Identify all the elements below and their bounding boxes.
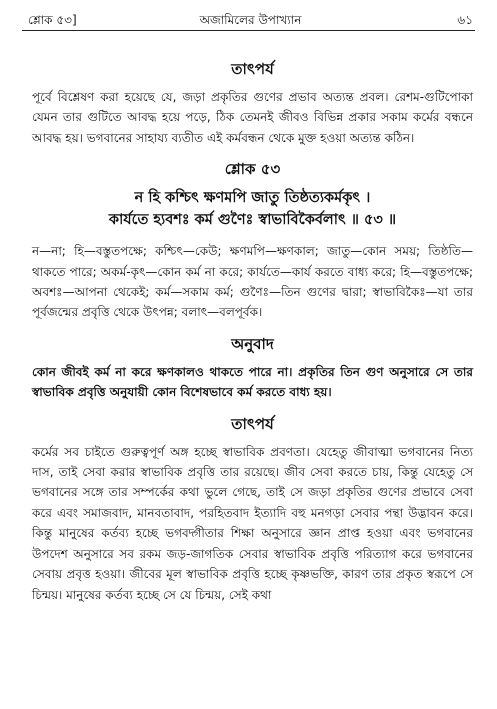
purport-paragraph: পূর্বে বিশ্লেষণ করা হয়েছে যে, জড়া প্রকৃতির গুণের প্রভাব অত্যন্ত প্রবল। রেশম-গুটিপোকা যেমন তার গুটিতে আবদ্ধ হয়ে পড়ে, ঠিক তেমনই জীবও বিভিন্ন প্রকার সকাম কর্মের বন্ধনে আবদ্ধ হয়। ভগবানের সাহায্য ব্যতীত এই কর্মবন্ধন থেকে মুক্ত হওয়া অত্যন্ত কঠিন। (32, 90, 473, 145)
page-number: ৬১ (457, 13, 473, 27)
verse-heading: শ্লোক ৫৩ (224, 160, 281, 179)
verse-line-2: কার্যতে হ্যবশঃ কর্ম গুণৈঃ স্বাভাবিকৈর্বলাৎ ॥ ৫৩ ॥ (108, 212, 397, 229)
verse-line-1: ন হি কশ্চিৎ ক্ষণমপি জাতু তিষ্ঠত্যকর্মকৃৎ । (134, 190, 371, 207)
running-header (28, 8, 473, 30)
header-chapter-title: অজামিলের উপাখ্যান (199, 13, 302, 27)
translation-heading: অনুবাদ (231, 334, 274, 353)
purport-heading-2: তাৎপর্য (231, 414, 274, 433)
header-divider (22, 30, 475, 31)
synonyms-paragraph: ন—না; হি—বস্তুতপক্ষে; কশ্চিৎ—কেউ; ক্ষণমপি—ক্ষণকাল; জাতু—কোন সময়; তিষ্ঠতি—থাকতে পারে; অকর্ম-কৃৎ—কোন কর্ম না করে; কার্যতে—কার্য করতে বাধ্য করে; হি—বস্তুতপক্ষে; অবশঃ—আপনা থেকেই; কর্ম—সকাম কর্ম; গুণৈঃ—তিন গুণের দ্বারা; স্বাভাবিকৈঃ—যা তার পূর্বজন্মের প্রবৃত্তি থেকে উৎপন্ন; বলাৎ—বলপূর্বক। (32, 244, 473, 320)
translation-paragraph: কোন জীবই কর্ম না করে ক্ষণকালও থাকতে পারে না। প্রকৃতির তিন গুণ অনুসারে সে তার স্বাভাবিক প্রবৃত্তি অনুযায়ী কোন বিশেষভাবে কর্ম করতে বাধ্য হয়। (32, 364, 473, 400)
purport-heading: তাৎপর্য (231, 60, 274, 78)
page-body (32, 58, 473, 605)
header-verse-ref: শ্লোক ৫৩] (28, 13, 77, 27)
purport-paragraph-2: কর্মের সব চাইতে গুরুত্বপূর্ণ অঙ্গ হচ্ছে স্বাভাবিক প্রবণতা। যেহেতু জীবাত্মা ভগবানের নিত্য দাস, তাই সেবা করার স্বাভাবিক প্রবৃত্তি তার রয়েছে। জীব সেবা করতে চায়, কিন্তু যেহেতু সে ভগবানের সঙ্গে তার সম্পর্কের কথা ভুলে গেছে, তাই সে জড়া প্রকৃতির গুণের প্রভাবে সেবা করে এবং সমাজবাদ, মানবতাবাদ, পরহিতবাদ ইত্যাদি বহু মনগড়া সেবার পন্থা উদ্ভাবন করে। কিন্তু মানুষের কর্তব্য হচ্ছে ভগবদ্গীতার শিক্ষা অনুসারে জ্ঞান প্রাপ্ত হওয়া এবং ভগবানের উপদেশ অনুসারে সব রকম জড়-জাগতিক সেবার স্বাভাবিক প্রবৃত্তি পরিত্যাগ করে ভগবানের সেবায় প্রবৃত্ত হওয়া। জীবের মূল স্বাভাবিক প্রবৃত্তি হচ্ছে কৃষ্ণভক্তি, কারণ তার প্রকৃত স্বরূপে সে চিন্ময়। মানুষের কর্তব্য হচ্ছে সে যে চিন্ময়, সেই কথা (32, 444, 473, 602)
